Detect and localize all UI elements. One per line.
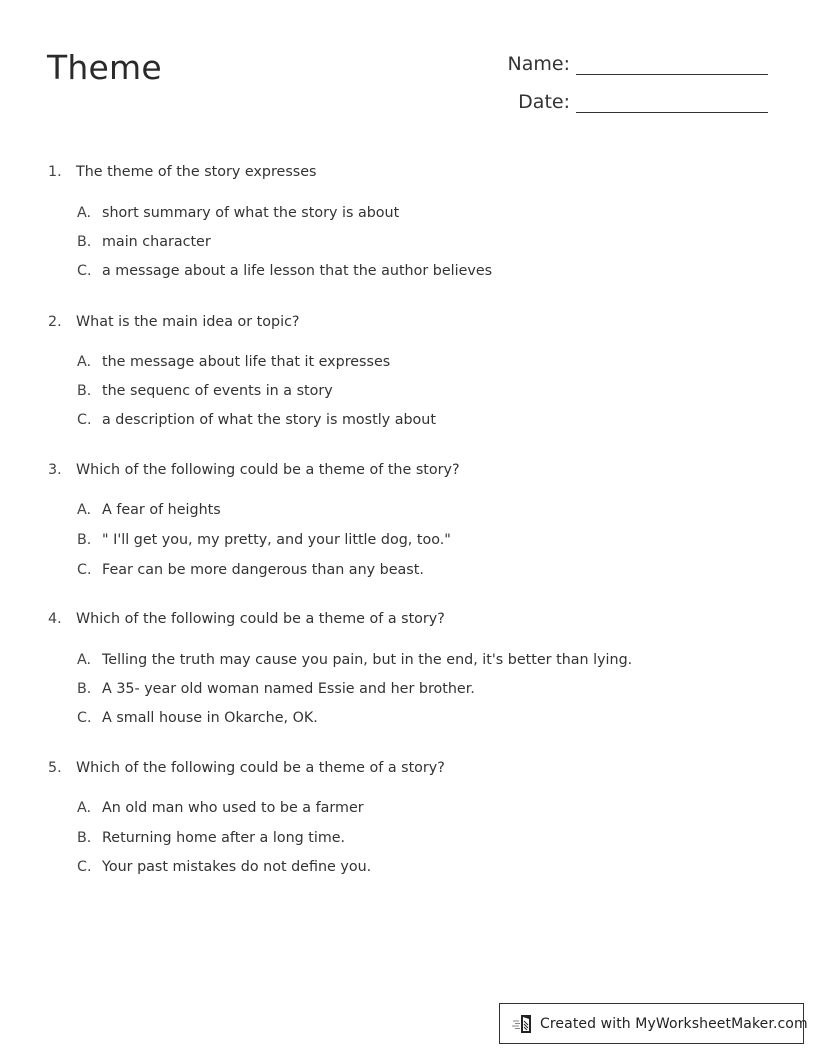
question-number: 2. — [48, 314, 62, 330]
option-letter: A. — [77, 354, 92, 370]
question-number: 4. — [48, 611, 62, 627]
option-text: a description of what the story is mostly about — [102, 412, 436, 428]
option-letter: B. — [77, 532, 92, 548]
option-a — [0, 797, 760, 819]
question-prompt — [0, 161, 816, 183]
option-text: " I'll get you, my pretty, and your little dog, too." — [102, 532, 451, 548]
option-text: A small house in Okarche, OK. — [102, 710, 318, 726]
footer-credit-badge — [499, 1003, 808, 1044]
question-number: 5. — [48, 760, 62, 776]
option-letter: C. — [77, 263, 92, 279]
option-text: Returning home after a long time. — [102, 830, 346, 846]
question-prompt — [0, 459, 816, 481]
question-prompt — [0, 757, 816, 779]
question-2 — [0, 311, 816, 428]
question-number: 1. — [48, 164, 62, 180]
option-letter: C. — [77, 412, 92, 428]
question-prompt — [0, 311, 816, 333]
option-letter: C. — [77, 562, 92, 578]
option-b — [0, 529, 760, 551]
option-text: Your past mistakes do not define you. — [102, 859, 372, 875]
question-number: 3. — [48, 462, 62, 478]
option-c — [0, 260, 760, 282]
option-b — [0, 231, 760, 253]
option-text: main character — [102, 234, 211, 250]
option-letter: B. — [77, 383, 92, 399]
option-letter: A. — [77, 205, 92, 221]
option-c — [0, 856, 760, 878]
question-4 — [0, 608, 816, 726]
option-text: An old man who used to be a farmer — [102, 800, 364, 816]
option-a — [0, 499, 760, 521]
option-text: A fear of heights — [102, 502, 221, 518]
option-letter: A. — [77, 652, 92, 668]
option-c — [0, 707, 760, 729]
name-field — [500, 52, 768, 76]
question-text: Which of the following could be a theme of a story? — [76, 611, 445, 627]
question-1 — [0, 161, 816, 279]
question-text: The theme of the story expresses — [76, 164, 317, 180]
option-a — [0, 351, 760, 373]
option-letter: B. — [77, 234, 92, 250]
worksheet-maker-logo-icon — [512, 1012, 534, 1036]
option-text: a message about a life lesson that the author believes — [102, 263, 493, 279]
option-b — [0, 380, 760, 402]
option-b — [0, 827, 760, 849]
date-field — [500, 90, 768, 114]
footer-credit-text: Created with MyWorksheetMaker.com — [540, 1015, 808, 1032]
option-letter: B. — [77, 830, 92, 846]
question-3 — [0, 459, 816, 578]
option-letter: C. — [77, 710, 92, 726]
name-blank-line — [576, 74, 768, 75]
option-text: the message about life that it expresses — [102, 354, 391, 370]
option-letter: A. — [77, 800, 92, 816]
question-text: Which of the following could be a theme of the story? — [76, 462, 460, 478]
question-prompt — [0, 608, 816, 630]
option-a — [0, 649, 760, 671]
question-text: Which of the following could be a theme of a story? — [76, 760, 445, 776]
option-c — [0, 409, 760, 431]
question-text: What is the main idea or topic? — [76, 314, 300, 330]
page-title: Theme — [47, 48, 162, 87]
option-text: short summary of what the story is about — [102, 205, 400, 221]
option-text: Fear can be more dangerous than any beast. — [102, 562, 424, 578]
option-b — [0, 678, 760, 700]
option-text: the sequenc of events in a story — [102, 383, 333, 399]
option-a — [0, 202, 760, 224]
date-label: Date: — [518, 91, 570, 113]
option-letter: C. — [77, 859, 92, 875]
name-label: Name: — [507, 53, 570, 75]
option-letter: A. — [77, 502, 92, 518]
date-blank-line — [576, 112, 768, 113]
option-text: A 35- year old woman named Essie and her brother. — [102, 681, 475, 697]
question-5 — [0, 757, 816, 875]
option-letter: B. — [77, 681, 92, 697]
option-c — [0, 559, 760, 581]
option-text: Telling the truth may cause you pain, but in the end, it's better than lying. — [102, 652, 633, 668]
